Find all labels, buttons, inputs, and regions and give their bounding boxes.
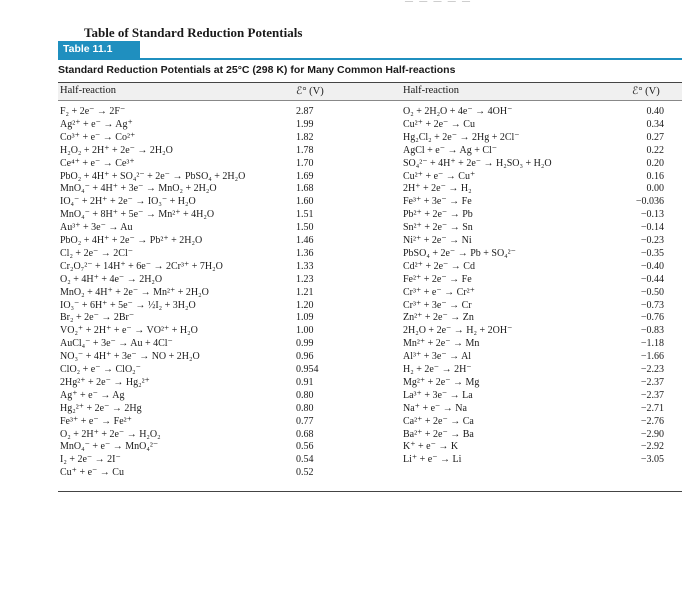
left-reduction-potential: 1.78 — [296, 144, 314, 156]
left-half-reaction: MnO₄⁻ + 4H⁺ + 3e⁻ → MnO₂ + 2H₂O — [60, 183, 217, 195]
right-potential-header: ℰ° (V) — [632, 86, 660, 97]
right-half-reaction: Fe²⁺ + 2e⁻ → Fe — [403, 273, 472, 285]
right-half-reaction: Ca²⁺ + 2e⁻ → Ca — [403, 415, 474, 427]
right-reduction-potential: 0.27 — [646, 131, 664, 143]
left-reduction-potential: 1.21 — [296, 286, 314, 298]
left-half-reaction: PbO₂ + 4H⁺ + 2e⁻ → Pb²⁺ + 2H₂O — [60, 235, 203, 246]
right-reduction-potential: −0.73 — [640, 299, 664, 311]
right-half-reaction: AgCl + e⁻ → Ag + Cl⁻ — [403, 144, 498, 156]
right-half-reaction: H₂ + 2e⁻ → 2H⁻ — [403, 364, 472, 375]
left-reduction-potential: 1.69 — [296, 170, 314, 182]
left-half-reaction: F₂ + 2e⁻ → 2F⁻ — [60, 106, 126, 117]
right-reduction-potential: −0.50 — [640, 286, 664, 298]
right-reduction-potential: −2.71 — [640, 402, 664, 414]
left-reduction-potential: 0.96 — [296, 351, 314, 363]
right-reduction-potential: 0.34 — [646, 118, 664, 130]
page-title: Table of Standard Reduction Potentials — [84, 25, 303, 40]
tab-rule — [58, 58, 682, 60]
left-half-reaction: PbO₂ + 4H⁺ + SO₄²⁻ + 2e⁻ → PbSO₄ + 2H₂O — [60, 170, 246, 182]
right-half-reaction: Cr³⁺ + e⁻ → Cr²⁺ — [403, 286, 475, 298]
left-half-reaction: H₂O₂ + 2H⁺ + 2e⁻ → 2H₂O — [60, 144, 173, 156]
right-half-reaction: Al³⁺ + 3e⁻ → Al — [403, 351, 472, 363]
right-half-reaction: 2H₂O + 2e⁻ → H₂ + 2OH⁻ — [403, 325, 513, 337]
left-reduction-potential: 1.23 — [296, 273, 314, 285]
right-half-reaction: Na⁺ + e⁻ → Na — [403, 402, 467, 414]
right-reduction-potential: 0.22 — [646, 144, 664, 156]
right-reduction-potential: −0.76 — [640, 312, 664, 324]
left-reduction-potential: 1.36 — [296, 247, 314, 259]
right-reduction-potential: 0.20 — [646, 157, 664, 169]
right-half-reaction: Ni²⁺ + 2e⁻ → Ni — [403, 235, 472, 246]
left-potential-header: ℰ° (V) — [296, 86, 324, 97]
left-half-reaction: Au³⁺ + 3e⁻ → Au — [60, 222, 133, 234]
right-half-reaction: Mn²⁺ + 2e⁻ → Mn — [403, 338, 480, 350]
left-half-reaction: MnO₂ + 4H⁺ + 2e⁻ → Mn²⁺ + 2H₂O — [60, 286, 209, 298]
left-reduction-potential: 2.87 — [296, 106, 314, 117]
left-reduction-potential: 1.09 — [296, 312, 314, 324]
right-reduction-potential: −1.66 — [640, 351, 664, 363]
left-half-reaction: Ce⁴⁺ + e⁻ → Ce³⁺ — [60, 157, 135, 169]
left-reduction-potential: 1.70 — [296, 157, 314, 169]
right-reduction-potential: −0.83 — [640, 325, 664, 337]
right-reduction-potential: −1.18 — [640, 338, 664, 350]
right-reduction-potential: −2.23 — [640, 364, 664, 375]
right-reduction-potential: 0.40 — [646, 106, 664, 117]
right-half-reaction: Cr³⁺ + 3e⁻ → Cr — [403, 299, 472, 311]
left-half-reaction: 2Hg²⁺ + 2e⁻ → Hg₂²⁺ — [60, 376, 150, 388]
left-reduction-potential: 1.51 — [296, 209, 314, 221]
right-reduction-potential: −2.92 — [640, 441, 664, 453]
right-half-reaction: Hg₂Cl₂ + 2e⁻ → 2Hg + 2Cl⁻ — [403, 131, 520, 143]
page-corner-mark: — — — — — — [405, 0, 473, 6]
left-half-reaction: VO₂⁺ + 2H⁺ + e⁻ → VO²⁺ + H₂O — [60, 325, 198, 337]
right-reduction-potential: −3.05 — [640, 454, 664, 466]
left-half-reaction: Ag²⁺ + e⁻ → Ag⁺ — [60, 118, 133, 130]
right-half-reaction: Zn²⁺ + 2e⁻ → Zn — [403, 312, 474, 324]
left-reduction-potential: 0.68 — [296, 428, 314, 440]
left-reduction-potential: 0.77 — [296, 415, 314, 427]
left-half-reaction: NO₃⁻ + 4H⁺ + 3e⁻ → NO + 2H₂O — [60, 351, 200, 363]
left-reduction-potential: 1.00 — [296, 325, 314, 337]
left-reduction-potential: 1.33 — [296, 260, 314, 272]
right-reduction-potential: −2.37 — [640, 376, 664, 388]
table-header — [58, 82, 682, 101]
left-half-reaction: MnO₄⁻ + 8H⁺ + 5e⁻ → Mn²⁺ + 4H₂O — [60, 209, 215, 221]
right-half-reaction: La³⁺ + 3e⁻ → La — [403, 389, 473, 401]
right-reduction-potential: −0.44 — [640, 273, 664, 285]
right-half-reaction: Cu²⁺ + 2e⁻ → Cu — [403, 118, 475, 130]
right-half-reaction: Cu²⁺ + e⁻ → Cu⁺ — [403, 170, 476, 182]
left-reduction-potential: 0.52 — [296, 467, 314, 479]
right-reduction-potential: −0.13 — [640, 209, 664, 221]
right-reduction-potential: −0.35 — [640, 247, 664, 259]
right-reduction-potential: −0.23 — [640, 235, 664, 246]
left-half-reaction: Fe³⁺ + e⁻ → Fe²⁺ — [60, 415, 132, 427]
right-reduction-potential: −2.37 — [640, 389, 664, 401]
left-half-reaction: I₂ + 2e⁻ → 2I⁻ — [60, 454, 121, 466]
left-half-reaction: Ag⁺ + e⁻ → Ag — [60, 389, 125, 401]
right-half-reaction: Li⁺ + e⁻ → Li — [403, 454, 462, 466]
right-half-reaction: Mg²⁺ + 2e⁻ → Mg — [403, 376, 480, 388]
left-reduction-potential: 0.99 — [296, 338, 314, 350]
right-reaction-header: Half-reaction — [403, 85, 459, 96]
left-half-reaction: Cr₂O₇²⁻ + 14H⁺ + 6e⁻ → 2Cr³⁺ + 7H₂O — [60, 260, 223, 272]
left-reduction-potential: 0.54 — [296, 454, 314, 466]
left-reaction-header: Half-reaction — [60, 85, 116, 96]
left-reduction-potential: 0.954 — [296, 364, 319, 375]
table-number-tab: Table 11.1 — [58, 41, 140, 58]
right-half-reaction: Cd²⁺ + 2e⁻ → Cd — [403, 260, 475, 272]
right-reduction-potential: −2.90 — [640, 428, 664, 440]
left-reduction-potential: 1.82 — [296, 131, 314, 143]
left-reduction-potential: 1.50 — [296, 222, 314, 234]
right-half-reaction: SO₄²⁻ + 4H⁺ + 2e⁻ → H₂SO₃ + H₂O — [403, 157, 552, 169]
left-half-reaction: MnO₄⁻ + e⁻ → MnO₄²⁻ — [60, 441, 159, 453]
right-reduction-potential: −0.40 — [640, 260, 664, 272]
left-half-reaction: Hg₂²⁺ + 2e⁻ → 2Hg — [60, 402, 142, 414]
left-half-reaction: O₂ + 4H⁺ + 4e⁻ → 2H₂O — [60, 273, 163, 285]
right-half-reaction: K⁺ + e⁻ → K — [403, 441, 459, 453]
right-half-reaction: Pb²⁺ + 2e⁻ → Pb — [403, 209, 473, 221]
left-half-reaction: O₂ + 2H⁺ + 2e⁻ → H₂O₂ — [60, 428, 161, 440]
right-half-reaction: Fe³⁺ + 3e⁻ → Fe — [403, 196, 472, 208]
right-reduction-potential: −2.76 — [640, 415, 664, 427]
right-half-reaction: O₂ + 2H₂O + 4e⁻ → 4OH⁻ — [403, 106, 513, 117]
left-half-reaction: Cu⁺ + e⁻ → Cu — [60, 467, 124, 479]
left-reduction-potential: 0.80 — [296, 402, 314, 414]
right-reduction-potential: 0.16 — [646, 170, 664, 182]
left-half-reaction: IO₄⁻ + 2H⁺ + 2e⁻ → IO₃⁻ + H₂O — [60, 196, 196, 208]
left-half-reaction: Br₂ + 2e⁻ → 2Br⁻ — [60, 312, 135, 324]
table-caption: Standard Reduction Potentials at 25°C (298 K) for Many Common Half-reactions — [58, 64, 456, 76]
left-reduction-potential: 1.99 — [296, 118, 314, 130]
left-reduction-potential: 0.80 — [296, 389, 314, 401]
left-half-reaction: ClO₂ + e⁻ → ClO₂⁻ — [60, 364, 141, 375]
left-reduction-potential: 1.46 — [296, 235, 314, 246]
left-half-reaction: IO₃⁻ + 6H⁺ + 5e⁻ → ½I₂ + 3H₂O — [60, 299, 196, 311]
left-half-reaction: AuCl₄⁻ + 3e⁻ → Au + 4Cl⁻ — [60, 338, 173, 350]
right-reduction-potential: −0.14 — [640, 222, 664, 234]
right-reduction-potential: 0.00 — [646, 183, 664, 195]
right-half-reaction: Ba²⁺ + 2e⁻ → Ba — [403, 428, 474, 440]
left-reduction-potential: 1.20 — [296, 299, 314, 311]
left-half-reaction: Cl₂ + 2e⁻ → 2Cl⁻ — [60, 247, 134, 259]
right-half-reaction: Sn²⁺ + 2e⁻ → Sn — [403, 222, 473, 234]
right-half-reaction: PbSO₄ + 2e⁻ → Pb + SO₄²⁻ — [403, 247, 516, 259]
right-half-reaction: 2H⁺ + 2e⁻ → H₂ — [403, 183, 472, 195]
left-reduction-potential: 0.56 — [296, 441, 314, 453]
left-reduction-potential: 1.68 — [296, 183, 314, 195]
left-reduction-potential: 0.91 — [296, 376, 314, 388]
right-reduction-potential: −0.036 — [635, 196, 664, 208]
left-reduction-potential: 1.60 — [296, 196, 314, 208]
left-half-reaction: Co³⁺ + e⁻ → Co²⁺ — [60, 131, 136, 143]
table-bottom-rule — [58, 491, 682, 492]
